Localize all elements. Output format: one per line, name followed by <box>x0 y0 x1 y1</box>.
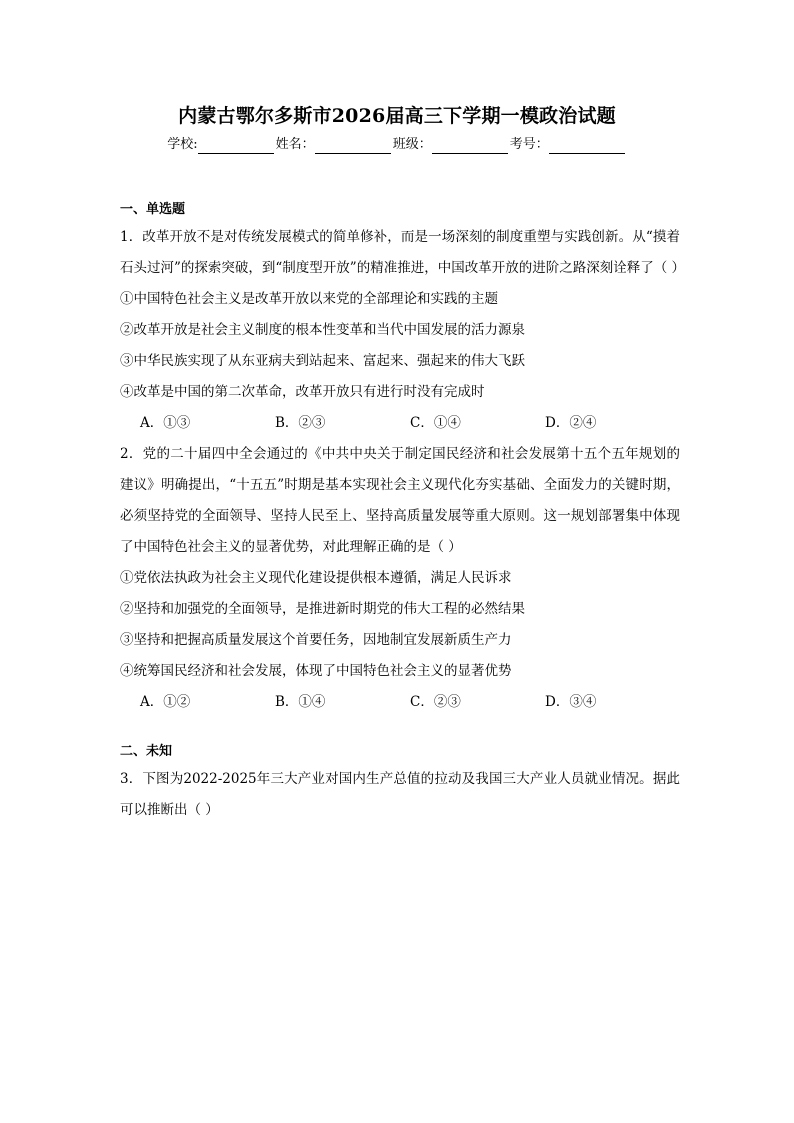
question-stem: 1．改革开放不是对传统发展模式的简单修补，而是一场深刻的制度重塑与实践创新。从“摸着石头过河”的探索突破，到“制度型开放”的精准推进，中国改革开放的进阶之路深刻诠释了（ ） <box>120 229 685 276</box>
class-field <box>393 136 510 154</box>
choice-c[interactable]: C．②③ <box>410 694 461 710</box>
statement-option: ①党依法执政为社会主义现代化建设提供根本遵循，满足人民诉求 <box>120 570 512 586</box>
statement-option: ③中华民族实现了从东亚病夫到站起来、富起来、强起来的伟大飞跃 <box>120 353 525 369</box>
statement-option: ①中国特色社会主义是改革开放以来党的全部理论和实践的主题 <box>120 291 498 307</box>
statement-option: ②改革开放是社会主义制度的根本性变革和当代中国发展的活力源泉 <box>120 322 525 338</box>
question-stem: 2．党的二十届四中全会通过的《中共中央关于制定国民经济和社会发展第十五个五年规划的建议》明确提出，“十五五”时期是基本实现社会主义现代化夯实基础、全面发力的关键时期，必须坚持党的全面领导、坚持人民至上、坚持高质量发展等重大原则。这一规划部署集中体现了中国特色社会主义的显著优势，对此理解正确的是（ ） <box>120 446 680 555</box>
section-heading-unknown: 二、未知 <box>120 744 173 759</box>
exam-number-label: 考号： <box>509 137 549 152</box>
choice-d[interactable]: D．②④ <box>545 415 597 431</box>
page-title: 内蒙古鄂尔多斯市2026届高三下学期一模政治试题 <box>178 105 616 127</box>
choice-b[interactable]: B．②③ <box>275 415 326 431</box>
class-blank[interactable] <box>432 139 508 154</box>
student-info-row <box>0 136 794 154</box>
question-1 <box>120 222 685 439</box>
school-blank[interactable] <box>198 139 274 154</box>
class-label: 班级： <box>392 137 432 152</box>
section-spacer <box>120 718 680 740</box>
choice-b[interactable]: B．①④ <box>275 694 326 710</box>
choice-c[interactable]: C．①④ <box>410 415 461 431</box>
statement-option: ④统筹国民经济和社会发展，体现了中国特色社会主义的显著优势 <box>120 663 512 679</box>
choice-a[interactable]: A．①② <box>140 694 191 710</box>
question-2 <box>120 439 680 718</box>
exam-number-blank[interactable] <box>549 139 625 154</box>
answer-choices <box>120 687 680 718</box>
exam-content <box>120 198 685 826</box>
statement-option: ③坚持和把握高质量发展这个首要任务，因地制宜发展新质生产力 <box>120 632 512 648</box>
name-label: 姓名： <box>275 137 315 152</box>
school-label: 学校: <box>167 137 198 152</box>
statement-option: ④改革是中国的第二次革命，改革开放只有进行时没有完成时 <box>120 384 485 400</box>
statement-option: ②坚持和加强党的全面领导，是推进新时期党的伟大工程的必然结果 <box>120 601 525 617</box>
choice-a[interactable]: A．①③ <box>140 415 191 431</box>
section-heading-single-choice: 一、单选题 <box>120 202 186 217</box>
name-field <box>276 136 393 154</box>
answer-choices <box>120 408 680 439</box>
question-stem: 3．下图为2022-2025年三大产业对国内生产总值的拉动及我国三大产业人员就业情况。据此可以推断出（ ） <box>120 771 680 818</box>
name-blank[interactable] <box>315 139 391 154</box>
school-field <box>167 136 275 154</box>
exam-number-field <box>510 136 627 154</box>
question-3 <box>120 764 680 826</box>
choice-d[interactable]: D．③④ <box>545 694 597 710</box>
